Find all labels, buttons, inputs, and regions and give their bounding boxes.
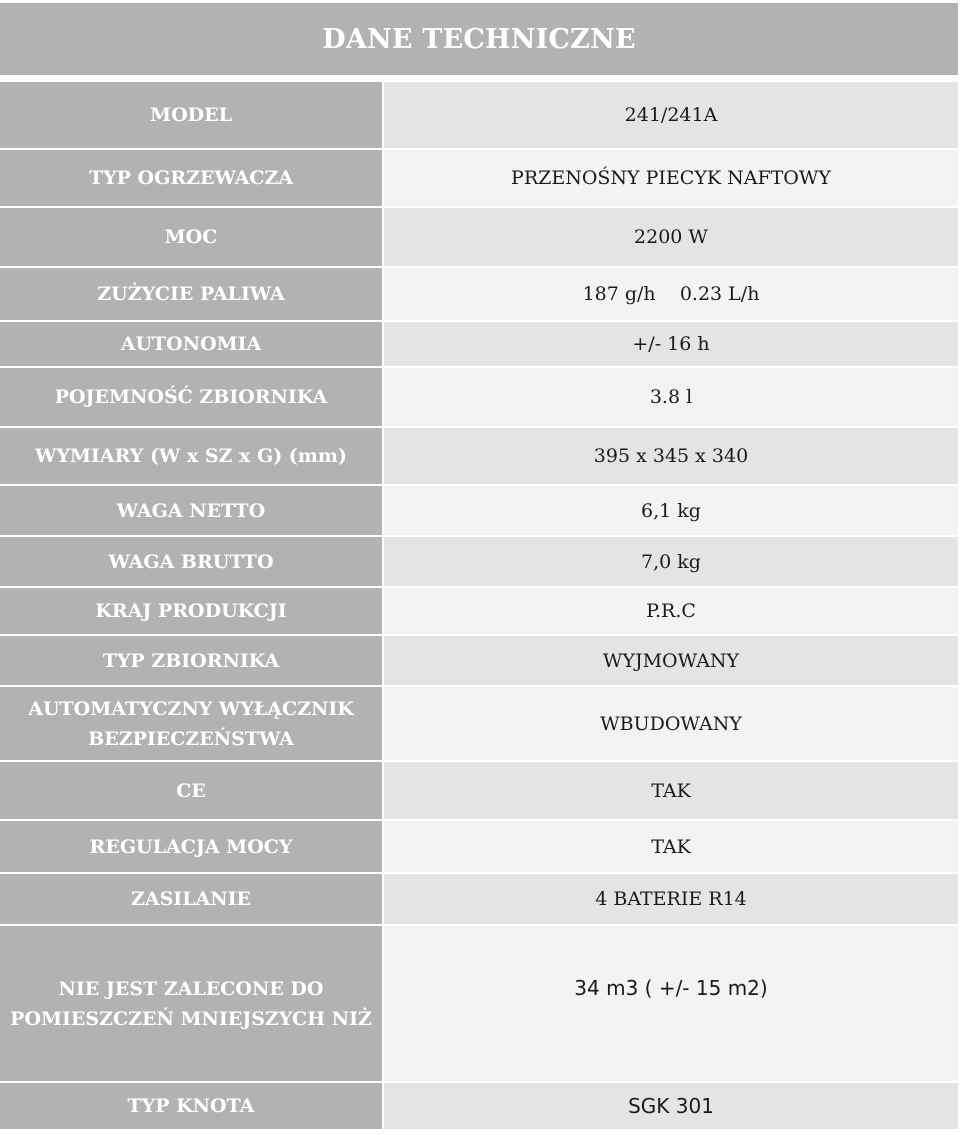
row-value-fuel-consumption: 187 g/h 0.23 L/h xyxy=(384,268,958,320)
row-value-wick-type: SGK 301 xyxy=(384,1083,958,1129)
row-value-power: 2200 W xyxy=(384,208,958,266)
row-value-safety-switch: WBUDOWANY xyxy=(384,687,958,760)
row-value-autonomy: +/- 16 h xyxy=(384,322,958,366)
row-label-power-regulation: REGULACJA MOCY xyxy=(0,821,382,872)
row-value-net-weight: 6,1 kg xyxy=(384,486,958,535)
row-value-power-supply: 4 BATERIE R14 xyxy=(384,874,958,924)
row-label-ce: CE xyxy=(0,762,382,819)
row-label-dimensions: WYMIARY (W x SZ x G) (mm) xyxy=(0,428,382,484)
row-value-dimensions: 395 x 345 x 340 xyxy=(384,428,958,484)
row-value-gross-weight: 7,0 kg xyxy=(384,537,958,586)
row-value-min-room-size: 34 m3 ( +/- 15 m2) xyxy=(384,926,958,1081)
title-divider xyxy=(0,77,958,80)
row-value-model: 241/241A xyxy=(384,82,958,148)
row-label-safety-switch: AUTOMATYCZNY WYŁĄCZNIK BEZPIECZEŃSTWA xyxy=(0,687,382,760)
row-label-net-weight: WAGA NETTO xyxy=(0,486,382,535)
table-title: DANE TECHNICZNE xyxy=(0,3,958,75)
row-value-ce: TAK xyxy=(384,762,958,819)
row-label-power: MOC xyxy=(0,208,382,266)
row-label-autonomy: AUTONOMIA xyxy=(0,322,382,366)
row-label-gross-weight: WAGA BRUTTO xyxy=(0,537,382,586)
row-label-heater-type: TYP OGRZEWACZA xyxy=(0,150,382,206)
row-label-tank-type: TYP ZBIORNIKA xyxy=(0,636,382,685)
row-label-wick-type: TYP KNOTA xyxy=(0,1083,382,1129)
row-value-country: P.R.C xyxy=(384,588,958,634)
row-label-model: MODEL xyxy=(0,82,382,148)
row-label-power-supply: ZASILANIE xyxy=(0,874,382,924)
row-value-power-regulation: TAK xyxy=(384,821,958,872)
row-label-min-room-size: NIE JEST ZALECONE DO POMIESZCZEŃ MNIEJSZYCH NIŻ xyxy=(0,926,382,1081)
row-value-tank-type: WYJMOWANY xyxy=(384,636,958,685)
row-label-fuel-consumption: ZUŻYCIE PALIWA xyxy=(0,268,382,320)
spec-table xyxy=(0,3,958,1129)
row-label-country: KRAJ PRODUKCJI xyxy=(0,588,382,634)
row-label-tank-capacity: POJEMNOŚĆ ZBIORNIKA xyxy=(0,368,382,426)
row-value-tank-capacity: 3.8 l xyxy=(384,368,958,426)
row-value-heater-type: PRZENOŚNY PIECYK NAFTOWY xyxy=(384,150,958,206)
